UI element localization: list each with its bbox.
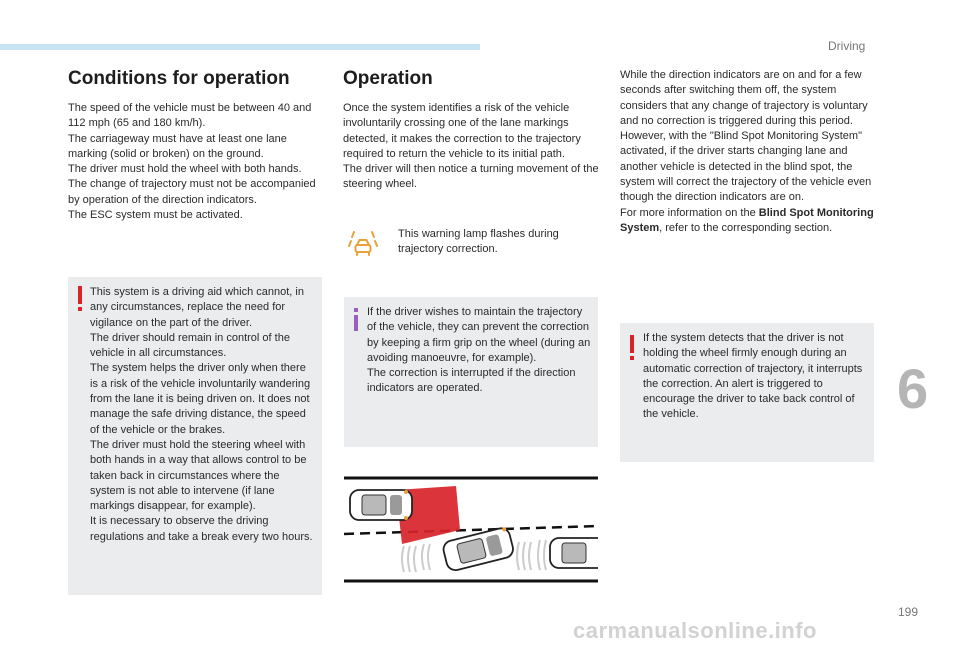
lane-keeping-illustration — [344, 476, 598, 583]
warning-exclamation-icon — [78, 286, 82, 311]
conditions-column — [68, 68, 326, 223]
warning-paragraph: It is necessary to observe the driving regulations and take a break every two hours. — [90, 515, 313, 543]
operation-text — [343, 101, 601, 193]
conditions-paragraph: The ESC system must be activated. — [68, 209, 243, 222]
info-paragraph: The correction is interrupted if the direction indicators are operated. — [367, 367, 576, 395]
operation-title: Operation — [343, 68, 433, 89]
more-info-paragraph — [620, 206, 876, 237]
operation-column — [343, 68, 601, 193]
conditions-title: Conditions for operation — [68, 68, 290, 89]
warning-paragraph: The driver must hold the steering wheel with both hands in a way that allows control to be taken back in circumstances where the system is not able to intervene (if lane markings disappear, for example). — [90, 438, 307, 513]
info-paragraph: If the driver wishes to maintain the trajectory of the vehicle, they can prevent the correction by keeping a firm grip on the wheel (during an avoiding manoeuvre, for example). — [367, 306, 591, 364]
section-label: Driving — [828, 39, 866, 53]
lamp-text: This warning lamp flashes during trajectory correction. — [398, 228, 559, 256]
warning-paragraph: If the system detects that the driver is not holding the wheel firmly enough during an automatic correction of trajectory, it interrupts the correction. An alert is triggered to encourage the driver to take back control of the vehicle. — [643, 332, 863, 421]
conditions-paragraph: The carriageway must have at least one lane marking (solid or broken) on the ground. — [68, 132, 287, 160]
warning-lamp-description — [398, 227, 588, 258]
warning-paragraph: This system is a driving aid which cannot, in any circumstances, replace the need for vigilance on the part of the driver. — [90, 286, 304, 329]
more-info-prefix: For more information on the — [620, 206, 759, 219]
operation-paragraph: The driver will then notice a turning movement of the steering wheel. — [343, 163, 599, 191]
warning-box-column3 — [620, 323, 874, 462]
conditions-paragraph: The driver must hold the wheel with both hands. — [68, 163, 302, 176]
conditions-paragraph: The speed of the vehicle must be between 40 and 112 mph (65 and 180 km/h). — [68, 102, 312, 130]
warning-text — [90, 285, 316, 545]
third-column — [620, 68, 876, 236]
column3-paragraph: While the direction indicators are on and for a few seconds after switching them off, the system considers that any change of trajectory is voluntary and no correction is triggered during this period. — [620, 69, 868, 127]
watermark: carmanualsonline.info — [573, 618, 817, 643]
warning-paragraph: The system helps the driver only when there is a risk of the vehicle involuntarily wandering from the lane it is being driven on. It does not manage the safe driving distance, the speed of the vehicle or the brakes. — [90, 362, 311, 436]
warning-paragraph: The driver should remain in control of the vehicle in all circumstances. — [90, 331, 290, 360]
column3-paragraph: However, with the "Blind Spot Monitoring System" activated, if the driver starts changing lane and another vehicle is detected in the blind spot, the system will correct the trajectory of the vehicle even though the direction indicators are on. — [620, 130, 872, 204]
operation-paragraph: Once the system identifies a risk of the vehicle involuntarily crossing one of the lane markings detected, it makes the correction to the trajectory required to return the vehicle to its initial path. — [343, 102, 581, 160]
more-info-suffix: , refer to the corresponding section. — [659, 221, 833, 234]
warning-box-conditions — [68, 277, 322, 595]
page-number: 199 — [898, 605, 919, 619]
conditions-paragraph: The change of trajectory must not be accompanied by operation of the direction indicators. — [68, 178, 316, 206]
header-accent-bar — [0, 44, 480, 50]
info-box-operation — [344, 297, 598, 447]
chapter-number: 6 — [897, 357, 929, 420]
warning-text — [643, 331, 867, 423]
info-icon — [354, 308, 358, 331]
info-text — [367, 305, 591, 397]
blind-spot-reference: Blind Spot Monitoring System — [620, 206, 874, 234]
conditions-text — [68, 101, 326, 223]
lane-departure-warning-lamp-icon — [347, 228, 379, 260]
warning-exclamation-icon — [630, 335, 634, 360]
